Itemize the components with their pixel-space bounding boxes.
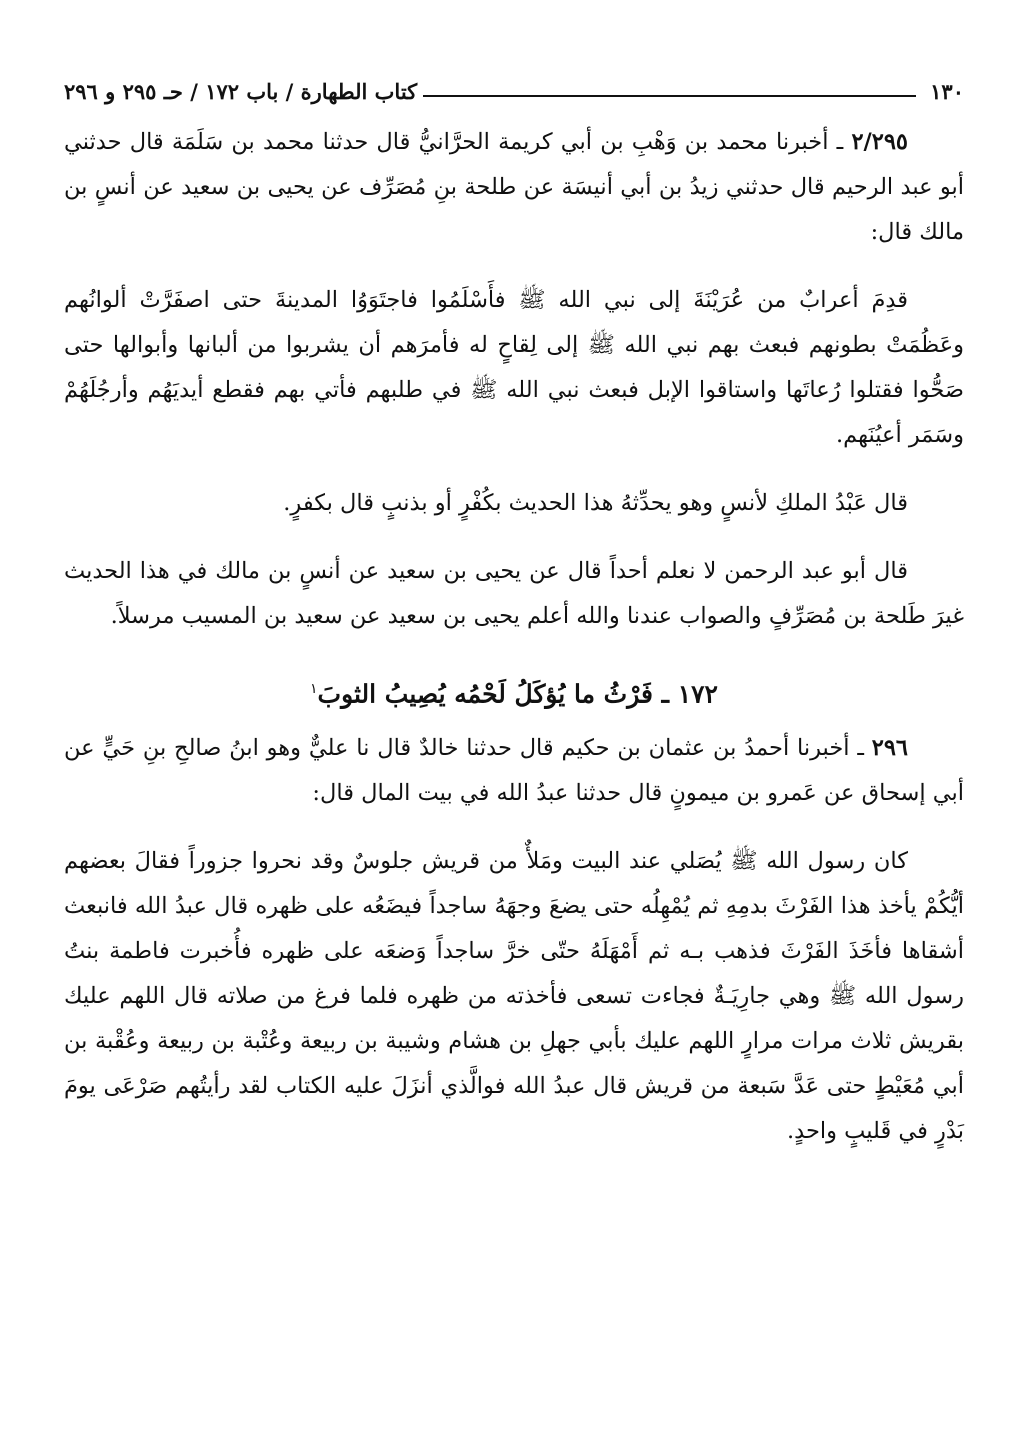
- page-number: ١٣٠: [930, 79, 964, 104]
- running-title: كتاب الطهارة / باب ١٧٢ / حـ ٢٩٥ و ٢٩٦: [64, 79, 418, 104]
- hadith-296-isnad-paragraph: ٢٩٦ ـ أخبرنا أحمدُ بن عثمان بن حكيم قال حدثنا خالدٌ قال نا عليٌّ وهو ابنُ صالحِ بنِ حَيٍّ عن أبي إسحاق عن عَمرو بن ميمونٍ قال حدثنا عبدُ الله في بيت المال قال:: [64, 735, 964, 807]
- header-rule: [423, 95, 916, 97]
- chapter-heading: [64, 667, 964, 716]
- chapter-title: ١٧٢ ـ فَرْثُ ما يُؤكَلُ لَحْمُه يُصِيبُ الثوبَ: [317, 679, 718, 709]
- footnote-marker: ١: [310, 681, 318, 697]
- hadith-295-comment-paragraph: قال عَبْدُ الملكِ لأنسٍ وهو يحدِّثهُ هذا الحديث بكُفْرٍ أو بذنبٍ قال بكفرٍ.: [283, 490, 908, 516]
- hadith-295-matn-paragraph: قدِمَ أعرابٌ من عُرَيْنَةَ إلى نبي الله ﷺ فأَسْلَمُوا فاجتَوَوُا المدينةَ حتى اصفَرَّتْ ألوانُهم وعَظُمَتْ بطونهم فبعث بهم نبي الله ﷺ إلى لِقاحٍ له فأمرَهم أن يشربوا من ألبانها وأبوالها حتى صَحُّوا فقتلوا رُعاتَها واستاقوا الإبل فبعث نبي الله ﷺ في طلبهم فأتي بهم فقطع أيديَهُم وأرجُلَهُمْ وسَمَر أعيُنَهم.: [64, 287, 964, 448]
- hadith-number: ٢/٢٩٥: [851, 129, 908, 155]
- hadith-295-isnad-paragraph: ٢/٢٩٥ ـ أخبرنا محمد بن وَهْبِ بن أبي كريمة الحرَّانيُّ قال حدثنا محمد بن سَلَمَة قال حدثني أبو عبد الرحيم قال حدثني زيدُ بن أبي أنيسَة عن طلحة بنِ مُصَرِّف عن يحيى بن سعيد عن أنسٍ بن مالك قال:: [64, 129, 964, 245]
- body-text: [64, 120, 964, 1154]
- hadith-isnad: أخبرنا أحمدُ بن عثمان بن حكيم قال حدثنا خالدٌ قال نا عليٌّ وهو ابنُ صالحِ بنِ حَيٍّ عن أبي إسحاق عن عَمرو بن ميمونٍ قال حدثنا عبدُ الله في بيت المال قال:: [64, 735, 964, 807]
- hadith-295-commentary-paragraph: قال أبو عبد الرحمن لا نعلم أحداً قال عن يحيى بن سعيد عن أنسٍ بن مالك في هذا الحديث غيرَ طَلحة بن مُصَرِّفٍ والصواب عندنا والله أعلم يحيى بن سعيد عن سعيد بن المسيب مرسلاً.: [64, 558, 964, 629]
- hadith-number: ٢٩٦: [871, 735, 908, 762]
- running-header: [64, 68, 964, 104]
- hadith-296-matn-paragraph: كان رسول الله ﷺ يُصَلي عند البيت ومَلأٌ من قريش جلوسٌ وقد نحروا جزوراً فقالَ بعضهم أيُّكُمْ يأخذ هذا الفَرْثَ بدمِهِ ثم يُمْهِلُه حتى يضعَ وجهَهُ ساجداً فيضَعُه على ظهره قال عبدُ الله فانبعث أشقاها فأخَذَ الفَرْثَ فذهب بـه ثم أَمْهَلَهُ حتّى خرَّ ساجداً وَضعَه على ظهره فأُخبرت فاطمة بنتُ رسول الله ﷺ وهي جارِيَـةٌ فجاءت تسعى فأخذته من ظهره فلما فرغ من صلاته قال اللهم عليك بقريش ثلاث مرات مرارٍ اللهم عليك بأبي جهلِ بن هشام وشيبة بن ربيعة وعُتْبة بن ربيعة وعُقْبة بن أبي مُعَيْطٍ حتى عَدَّ سَبعة من قريش قال عبدُ الله فوالَّذي أنزَلَ عليه الكتاب لقد رأيتُهم صَرْعَى يومَ بَدْرٍ في قَليبٍ واحدٍ.: [64, 848, 964, 1145]
- hadith-isnad: أخبرنا محمد بن وَهْبِ بن أبي كريمة الحرَّانيُّ قال حدثنا محمد بن سَلَمَة قال حدثني أبو عبد الرحيم قال حدثني زيدُ بن أبي أنيسَة عن طلحة بنِ مُصَرِّف عن يحيى بن سعيد عن أنسٍ بن مالك قال:: [64, 129, 964, 245]
